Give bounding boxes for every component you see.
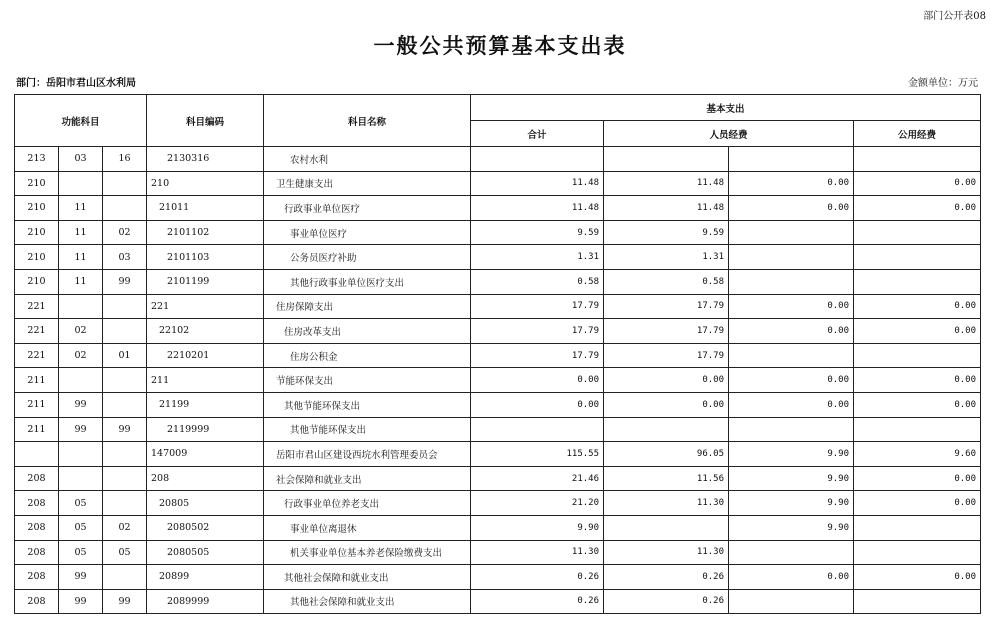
subject-name-cell: 其他社会保障和就业支出 xyxy=(264,565,471,590)
table-row xyxy=(15,392,981,417)
func-subitem-cell: 16 xyxy=(103,147,147,172)
subject-code-cell: 221 xyxy=(147,294,264,319)
func-subitem-cell xyxy=(103,491,147,516)
subject-code-cell: 2130316 xyxy=(147,147,264,172)
public-amount-cell: 9.60 xyxy=(854,442,981,467)
func-class-cell: 211 xyxy=(15,392,59,417)
personnel-amount-cell: 1.31 xyxy=(604,245,729,270)
personnel-amount-cell: 0.00 xyxy=(604,368,729,393)
func-item-cell xyxy=(59,294,103,319)
personnel-amount-cell: 11.48 xyxy=(604,196,729,221)
public-amount-cell: 0.00 xyxy=(854,319,981,344)
public-amount-cell: 0.00 xyxy=(854,491,981,516)
public-amount-cell: 0.00 xyxy=(854,294,981,319)
personnel-amount-cell xyxy=(604,515,729,540)
func-subitem-cell xyxy=(103,442,147,467)
func-subitem-cell: 01 xyxy=(103,343,147,368)
func-class-cell: 210 xyxy=(15,196,59,221)
header-subject-name: 科目名称 xyxy=(264,95,471,147)
subject-code-cell: 2080502 xyxy=(147,515,264,540)
total-amount-cell: 0.26 xyxy=(471,565,604,590)
subject-name-cell: 其他社会保障和就业支出 xyxy=(264,589,471,614)
total-amount-cell: 0.26 xyxy=(471,589,604,614)
total-amount-cell: 17.79 xyxy=(471,294,604,319)
subject-code-cell: 2119999 xyxy=(147,417,264,442)
public-amount-cell: 0.00 xyxy=(854,196,981,221)
total-amount-cell: 115.55 xyxy=(471,442,604,467)
table-row xyxy=(15,269,981,294)
func-subitem-cell: 99 xyxy=(103,269,147,294)
total-amount-cell: 9.90 xyxy=(471,515,604,540)
table-row xyxy=(15,147,981,172)
department-label: 部门：岳阳市君山区水利局 xyxy=(16,78,136,89)
public-amount-cell: 0.00 xyxy=(854,392,981,417)
personnel-amount-cell: 11.56 xyxy=(604,466,729,491)
func-subitem-cell xyxy=(103,294,147,319)
table-row xyxy=(15,171,981,196)
func-class-cell: 213 xyxy=(15,147,59,172)
subject-code-cell: 21199 xyxy=(147,392,264,417)
header-subject-code: 科目编码 xyxy=(147,95,264,147)
table-row xyxy=(15,220,981,245)
func-item-cell xyxy=(59,171,103,196)
personnel-sub-amount-cell: 0.00 xyxy=(729,196,854,221)
func-subitem-cell xyxy=(103,196,147,221)
func-item-cell: 11 xyxy=(59,220,103,245)
personnel-amount-cell: 11.48 xyxy=(604,171,729,196)
func-item-cell: 02 xyxy=(59,319,103,344)
total-amount-cell xyxy=(471,417,604,442)
subject-code-cell: 210 xyxy=(147,171,264,196)
header-personnel: 人员经费 xyxy=(604,121,854,147)
personnel-amount-cell: 96.05 xyxy=(604,442,729,467)
subject-code-cell: 20899 xyxy=(147,565,264,590)
func-subitem-cell xyxy=(103,565,147,590)
subject-name-cell: 其他节能环保支出 xyxy=(264,392,471,417)
func-item-cell: 99 xyxy=(59,417,103,442)
total-amount-cell: 1.31 xyxy=(471,245,604,270)
personnel-amount-cell: 11.30 xyxy=(604,491,729,516)
subject-name-cell: 行政事业单位养老支出 xyxy=(264,491,471,516)
subject-name-cell: 公务员医疗补助 xyxy=(264,245,471,270)
personnel-amount-cell xyxy=(604,147,729,172)
personnel-amount-cell: 9.59 xyxy=(604,220,729,245)
func-class-cell: 221 xyxy=(15,343,59,368)
func-class-cell: 221 xyxy=(15,319,59,344)
func-class-cell: 208 xyxy=(15,515,59,540)
func-item-cell: 11 xyxy=(59,196,103,221)
personnel-sub-amount-cell xyxy=(729,343,854,368)
header-total: 合计 xyxy=(471,121,604,147)
table-row xyxy=(15,515,981,540)
func-subitem-cell: 02 xyxy=(103,220,147,245)
personnel-sub-amount-cell: 9.90 xyxy=(729,515,854,540)
public-amount-cell: 0.00 xyxy=(854,466,981,491)
public-amount-cell xyxy=(854,220,981,245)
total-amount-cell: 17.79 xyxy=(471,319,604,344)
func-subitem-cell xyxy=(103,392,147,417)
table-row xyxy=(15,417,981,442)
personnel-sub-amount-cell: 0.00 xyxy=(729,392,854,417)
personnel-sub-amount-cell: 0.00 xyxy=(729,319,854,344)
func-item-cell: 99 xyxy=(59,565,103,590)
public-amount-cell xyxy=(854,589,981,614)
func-item-cell xyxy=(59,368,103,393)
total-amount-cell: 21.20 xyxy=(471,491,604,516)
func-class-cell: 211 xyxy=(15,368,59,393)
subject-name-cell: 卫生健康支出 xyxy=(264,171,471,196)
subject-code-cell: 147009 xyxy=(147,442,264,467)
func-class-cell: 210 xyxy=(15,171,59,196)
func-item-cell: 02 xyxy=(59,343,103,368)
personnel-amount-cell: 17.79 xyxy=(604,319,729,344)
subject-code-cell: 2080505 xyxy=(147,540,264,565)
func-item-cell xyxy=(59,442,103,467)
func-class-cell: 208 xyxy=(15,491,59,516)
total-amount-cell: 0.00 xyxy=(471,392,604,417)
personnel-sub-amount-cell: 0.00 xyxy=(729,565,854,590)
total-amount-cell: 9.59 xyxy=(471,220,604,245)
subject-code-cell: 21011 xyxy=(147,196,264,221)
subject-code-cell: 20805 xyxy=(147,491,264,516)
table-row xyxy=(15,565,981,590)
func-class-cell xyxy=(15,442,59,467)
subject-name-cell: 岳阳市君山区建设西垸水利管理委员会 xyxy=(264,442,471,467)
func-item-cell: 99 xyxy=(59,589,103,614)
table-row xyxy=(15,245,981,270)
personnel-sub-amount-cell: 9.90 xyxy=(729,491,854,516)
public-amount-cell: 0.00 xyxy=(854,171,981,196)
subject-name-cell: 机关事业单位基本养老保险缴费支出 xyxy=(264,540,471,565)
public-amount-cell xyxy=(854,417,981,442)
total-amount-cell xyxy=(471,147,604,172)
func-class-cell: 210 xyxy=(15,220,59,245)
public-amount-cell xyxy=(854,540,981,565)
subject-name-cell: 住房公积金 xyxy=(264,343,471,368)
table-body xyxy=(15,147,981,614)
table-row xyxy=(15,589,981,614)
func-item-cell: 05 xyxy=(59,515,103,540)
subject-name-cell: 其他节能环保支出 xyxy=(264,417,471,442)
header-public: 公用经费 xyxy=(854,121,981,147)
table-row xyxy=(15,368,981,393)
personnel-amount-cell: 0.00 xyxy=(604,392,729,417)
total-amount-cell: 17.79 xyxy=(471,343,604,368)
func-item-cell: 05 xyxy=(59,491,103,516)
form-number-label: 部门公开表08 xyxy=(923,11,986,22)
public-amount-cell: 0.00 xyxy=(854,368,981,393)
header-basic-expense: 基本支出 xyxy=(471,95,981,121)
func-subitem-cell xyxy=(103,319,147,344)
total-amount-cell: 11.48 xyxy=(471,196,604,221)
subject-code-cell: 2101199 xyxy=(147,269,264,294)
func-item-cell: 11 xyxy=(59,245,103,270)
subject-code-cell: 208 xyxy=(147,466,264,491)
table-row xyxy=(15,442,981,467)
total-amount-cell: 21.46 xyxy=(471,466,604,491)
personnel-amount-cell xyxy=(604,417,729,442)
func-item-cell: 11 xyxy=(59,269,103,294)
personnel-sub-amount-cell xyxy=(729,220,854,245)
table-row xyxy=(15,491,981,516)
func-item-cell: 99 xyxy=(59,392,103,417)
func-item-cell: 03 xyxy=(59,147,103,172)
personnel-amount-cell: 0.58 xyxy=(604,269,729,294)
func-class-cell: 210 xyxy=(15,269,59,294)
func-class-cell: 208 xyxy=(15,589,59,614)
personnel-sub-amount-cell xyxy=(729,417,854,442)
personnel-sub-amount-cell xyxy=(729,147,854,172)
subject-code-cell: 2089999 xyxy=(147,589,264,614)
personnel-amount-cell: 17.79 xyxy=(604,294,729,319)
personnel-sub-amount-cell: 9.90 xyxy=(729,442,854,467)
func-class-cell: 208 xyxy=(15,565,59,590)
total-amount-cell: 11.30 xyxy=(471,540,604,565)
func-class-cell: 210 xyxy=(15,245,59,270)
func-item-cell: 05 xyxy=(59,540,103,565)
table-row xyxy=(15,319,981,344)
personnel-sub-amount-cell: 0.00 xyxy=(729,294,854,319)
func-subitem-cell: 99 xyxy=(103,589,147,614)
table-row xyxy=(15,540,981,565)
header-func-subject: 功能科目 xyxy=(15,95,147,147)
func-class-cell: 221 xyxy=(15,294,59,319)
public-amount-cell xyxy=(854,245,981,270)
personnel-amount-cell: 0.26 xyxy=(604,565,729,590)
personnel-sub-amount-cell: 0.00 xyxy=(729,171,854,196)
subject-name-cell: 住房改革支出 xyxy=(264,319,471,344)
personnel-sub-amount-cell xyxy=(729,245,854,270)
func-class-cell: 208 xyxy=(15,540,59,565)
func-subitem-cell: 99 xyxy=(103,417,147,442)
table-row xyxy=(15,343,981,368)
table-row xyxy=(15,196,981,221)
func-subitem-cell xyxy=(103,466,147,491)
subject-code-cell: 2101102 xyxy=(147,220,264,245)
subject-name-cell: 节能环保支出 xyxy=(264,368,471,393)
public-amount-cell xyxy=(854,515,981,540)
func-subitem-cell: 02 xyxy=(103,515,147,540)
func-class-cell: 208 xyxy=(15,466,59,491)
subject-name-cell: 农村水利 xyxy=(264,147,471,172)
func-subitem-cell: 05 xyxy=(103,540,147,565)
total-amount-cell: 0.58 xyxy=(471,269,604,294)
personnel-sub-amount-cell: 9.90 xyxy=(729,466,854,491)
personnel-sub-amount-cell: 0.00 xyxy=(729,368,854,393)
func-subitem-cell xyxy=(103,171,147,196)
subject-code-cell: 2101103 xyxy=(147,245,264,270)
func-item-cell xyxy=(59,466,103,491)
subject-name-cell: 住房保障支出 xyxy=(264,294,471,319)
public-amount-cell xyxy=(854,269,981,294)
subject-code-cell: 2210201 xyxy=(147,343,264,368)
subject-name-cell: 社会保障和就业支出 xyxy=(264,466,471,491)
personnel-sub-amount-cell xyxy=(729,589,854,614)
personnel-sub-amount-cell xyxy=(729,540,854,565)
currency-unit-label: 金额单位：万元 xyxy=(908,78,978,89)
func-subitem-cell xyxy=(103,368,147,393)
subject-code-cell: 211 xyxy=(147,368,264,393)
personnel-sub-amount-cell xyxy=(729,269,854,294)
personnel-amount-cell: 11.30 xyxy=(604,540,729,565)
page-title: 一般公共预算基本支出表 xyxy=(373,33,627,58)
table-row xyxy=(15,294,981,319)
public-amount-cell: 0.00 xyxy=(854,565,981,590)
total-amount-cell: 0.00 xyxy=(471,368,604,393)
public-amount-cell xyxy=(854,343,981,368)
personnel-amount-cell: 0.26 xyxy=(604,589,729,614)
subject-name-cell: 其他行政事业单位医疗支出 xyxy=(264,269,471,294)
budget-table xyxy=(14,94,981,614)
personnel-amount-cell: 17.79 xyxy=(604,343,729,368)
public-amount-cell xyxy=(854,147,981,172)
func-subitem-cell: 03 xyxy=(103,245,147,270)
func-class-cell: 211 xyxy=(15,417,59,442)
table-row xyxy=(15,466,981,491)
subject-name-cell: 行政事业单位医疗 xyxy=(264,196,471,221)
subject-name-cell: 事业单位医疗 xyxy=(264,220,471,245)
total-amount-cell: 11.48 xyxy=(471,171,604,196)
subject-code-cell: 22102 xyxy=(147,319,264,344)
subject-name-cell: 事业单位离退休 xyxy=(264,515,471,540)
